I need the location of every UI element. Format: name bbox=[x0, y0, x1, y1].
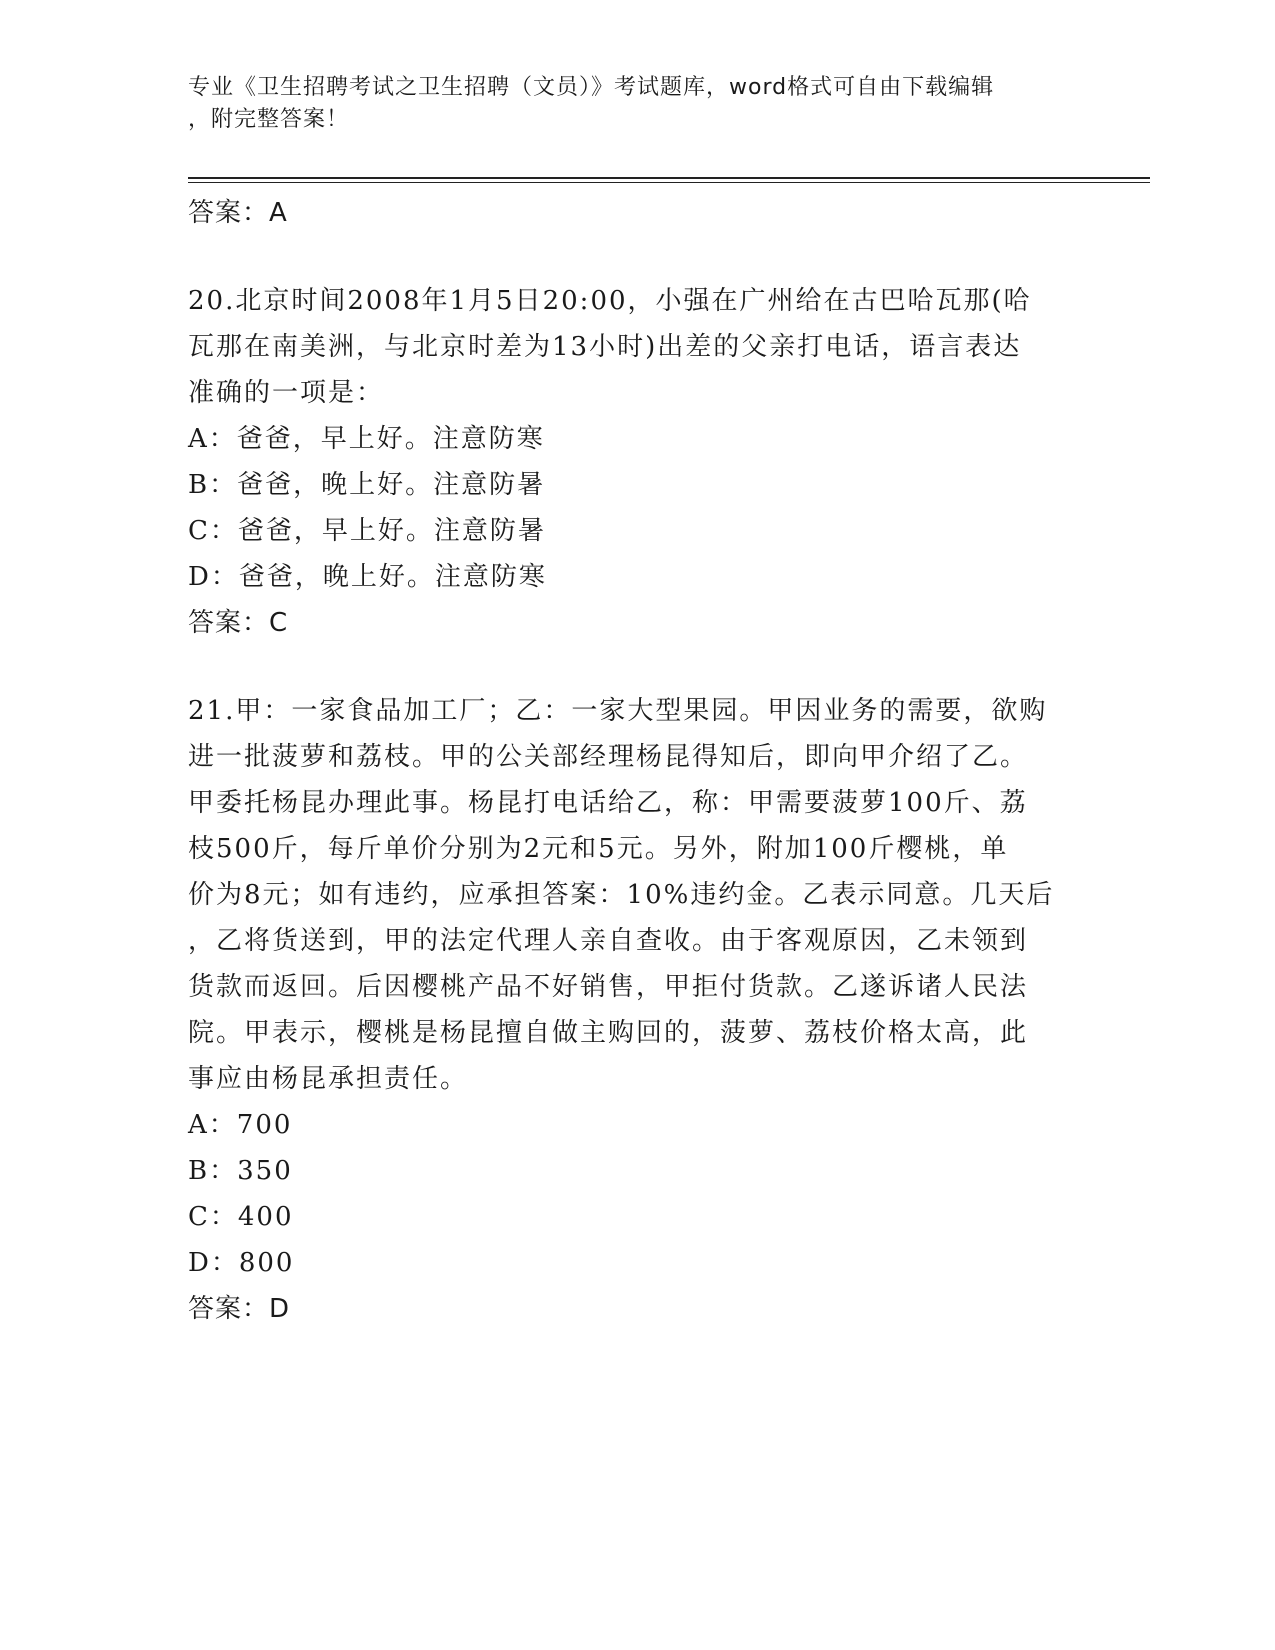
answer: 答案：C bbox=[188, 608, 289, 638]
header-line-1: 专业《卫生招聘考试之卫生招聘（文员）》考试题库，word格式可自由下载编辑 bbox=[188, 75, 995, 100]
document-body bbox=[188, 190, 1088, 1332]
option-a: A：700 bbox=[188, 1110, 293, 1140]
question-line: 准确的一项是： bbox=[188, 378, 385, 408]
question-line: 货款而返回。后因樱桃产品不好销售，甲拒付货款。乙遂诉诸人民法 bbox=[188, 972, 1029, 1002]
option-c: C：400 bbox=[188, 1202, 294, 1232]
question-line: ，乙将货送到，甲的法定代理人亲自查收。由于客观原因，乙未领到 bbox=[188, 926, 1029, 956]
question-line: 20.北京时间2008年1月5日20:00，小强在广州给在古巴哈瓦那(哈 bbox=[188, 286, 1032, 316]
document-header bbox=[188, 72, 1068, 136]
answer: 答案：D bbox=[188, 1294, 291, 1324]
question-line: 进一批菠萝和荔枝。甲的公关部经理杨昆得知后，即向甲介绍了乙。 bbox=[188, 742, 1029, 772]
header-divider-thick bbox=[188, 177, 1150, 179]
question-line: 事应由杨昆承担责任。 bbox=[188, 1064, 469, 1094]
option-b: B：爸爸，晚上好。注意防暑 bbox=[188, 470, 546, 500]
option-a: A：爸爸，早上好。注意防寒 bbox=[188, 424, 545, 454]
question-line: 21.甲：一家食品加工厂；乙：一家大型果园。甲因业务的需要，欲购 bbox=[188, 696, 1048, 726]
header-line-2: ，附完整答案！ bbox=[188, 107, 350, 132]
question-line: 甲委托杨昆办理此事。杨昆打电话给乙，称：甲需要菠萝100斤、荔 bbox=[188, 788, 1028, 818]
question-line: 枝500斤，每斤单价分别为2元和5元。另外，附加100斤樱桃，单 bbox=[188, 834, 1009, 864]
option-d: D：800 bbox=[188, 1248, 295, 1278]
option-c: C：爸爸，早上好。注意防暑 bbox=[188, 516, 546, 546]
question-line: 价为8元；如有违约，应承担答案：10%违约金。乙表示同意。几天后 bbox=[188, 880, 1055, 910]
question-line: 瓦那在南美洲，与北京时差为13小时)出差的父亲打电话，语言表达 bbox=[188, 332, 1022, 362]
question-21 bbox=[188, 688, 1088, 1332]
option-d: D：爸爸，晚上好。注意防寒 bbox=[188, 562, 547, 592]
header-divider-thin bbox=[188, 182, 1150, 183]
option-b: B：350 bbox=[188, 1156, 293, 1186]
question-20 bbox=[188, 278, 1088, 646]
previous-answer: 答案：A bbox=[188, 198, 288, 228]
question-line: 院。甲表示，樱桃是杨昆擅自做主购回的，菠萝、荔枝价格太高，此 bbox=[188, 1018, 1029, 1048]
